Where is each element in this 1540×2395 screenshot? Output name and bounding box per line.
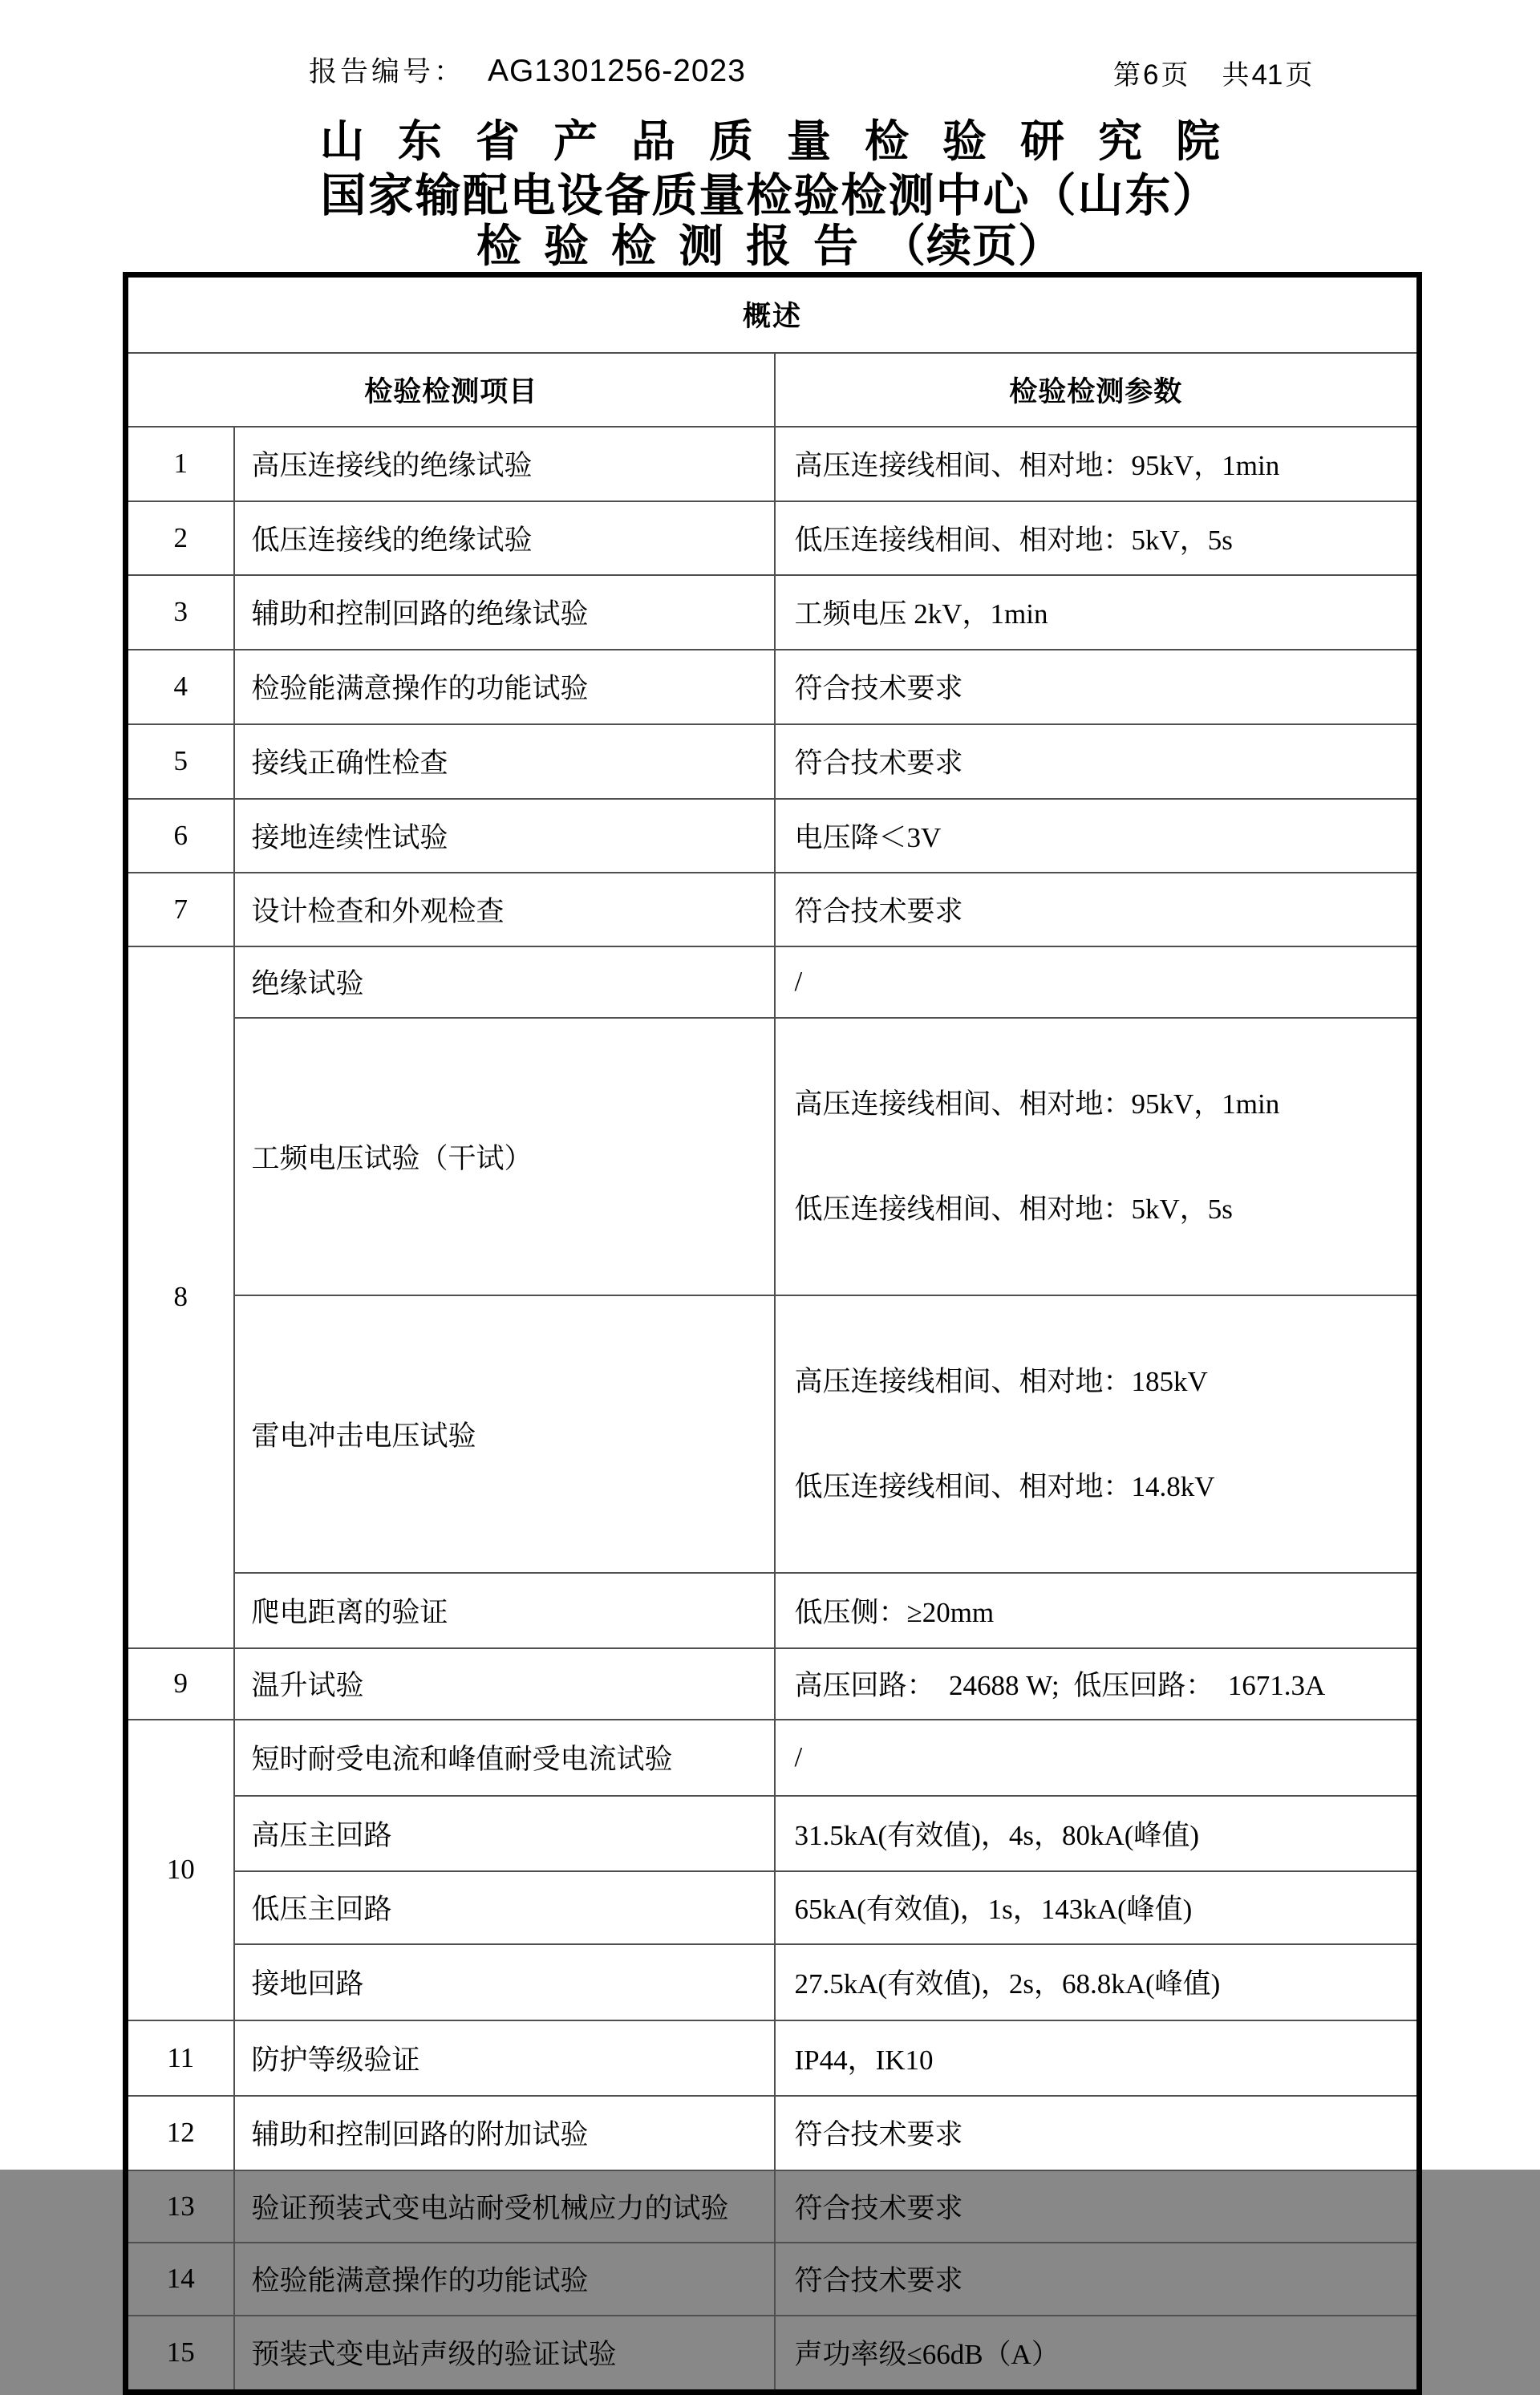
item-cell: 预装式变电站声级的验证试验 [234,2316,775,2393]
item-cell: 爬电距离的验证 [234,1573,775,1648]
param-cell: 符合技术要求 [775,724,1420,799]
table-row [126,1871,1420,1944]
table-row [126,501,1420,575]
param-cell: 符合技术要求 [775,2243,1420,2316]
table-caption: 概述 [126,275,1420,353]
table-row [126,799,1420,873]
item-cell: 检验能满意操作的功能试验 [234,650,775,724]
row-number: 9 [126,1648,234,1720]
table-row [126,1573,1420,1648]
param-cell: 27.5kA(有效值)，2s，68.8kA(峰值) [775,1944,1420,2020]
item-cell: 高压连接线的绝缘试验 [234,427,775,501]
param-line: 高压连接线相间、相对地：185kV [794,1365,1208,1397]
item-cell: 验证预装式变电站耐受机械应力的试验 [234,2170,775,2243]
row-number: 10 [126,1720,234,2020]
row-number: 11 [126,2020,234,2096]
table-row [126,946,1420,1018]
item-cell: 辅助和控制回路的附加试验 [234,2096,775,2170]
param-cell: 65kA(有效值)，1s，143kA(峰值) [775,1871,1420,1944]
page-unit-2: 页 [1285,61,1313,91]
item-cell: 防护等级验证 [234,2020,775,2096]
param-cell: 高压连接线相间、相对地：95kV，1min [775,427,1420,501]
param-cell: / [775,1720,1420,1796]
item-cell: 设计检查和外观检查 [234,873,775,946]
column-header-param: 检验检测参数 [775,353,1420,427]
report-number-value: AG1301256-2023 [488,54,746,88]
page-unit: 页 [1161,61,1189,91]
page-total: 41 [1251,59,1283,91]
param-line: 低压连接线相间、相对地：14.8kV [794,1470,1215,1502]
center-title: 国家输配电设备质量检验检测中心（山东） [320,171,1220,221]
institute-title: 山东省产品质量检验研究院 [319,117,1254,166]
item-cell: 温升试验 [234,1648,775,1720]
param-cell: 高压回路： 24688 W; 低压回路： 1671.3A [775,1648,1420,1720]
page-indicator [1113,53,1312,92]
page-prefix: 第 [1113,61,1141,91]
row-number: 14 [126,2243,234,2316]
item-cell: 绝缘试验 [234,946,775,1018]
table-row [126,1648,1420,1720]
param-cell: 声功率级≤66dB（A） [775,2316,1420,2393]
report-title-suffix: （续页） [881,222,1064,272]
param-cell: 31.5kA(有效值)，4s，80kA(峰值) [775,1796,1420,1871]
row-number: 2 [126,501,234,575]
row-number: 1 [126,427,234,501]
item-cell: 短时耐受电流和峰值耐受电流试验 [234,1720,775,1796]
param-cell: 低压侧：≥20mm [775,1573,1420,1648]
param-line: 高压连接线相间、相对地：95kV，1min [794,1088,1280,1120]
param-cell [775,1295,1420,1573]
table-row [126,873,1420,946]
item-cell: 辅助和控制回路的绝缘试验 [234,575,775,650]
item-cell: 工频电压试验（干试） [234,1018,775,1295]
report-title [0,211,1540,275]
param-cell: / [775,946,1420,1018]
row-number: 3 [126,575,234,650]
param-line: 低压连接线相间、相对地：5kV，5s [794,1193,1233,1225]
table-row [126,1944,1420,2020]
row-number: 12 [126,2096,234,2170]
row-number: 4 [126,650,234,724]
table-row [126,575,1420,650]
param-cell: 低压连接线相间、相对地：5kV，5s [775,501,1420,575]
table-row [126,427,1420,501]
item-cell: 低压连接线的绝缘试验 [234,501,775,575]
report-number-label: 报告编号： [309,56,466,87]
param-cell: 符合技术要求 [775,2170,1420,2243]
report-number-line [309,50,746,90]
row-number: 7 [126,873,234,946]
table-row [126,1796,1420,1871]
page-current: 6 [1143,59,1159,91]
item-cell: 雷电冲击电压试验 [234,1295,775,1573]
item-cell: 高压主回路 [234,1796,775,1871]
table-row [126,650,1420,724]
table-row [126,1295,1420,1573]
item-cell: 接地连续性试验 [234,799,775,873]
param-cell: 电压降＜3V [775,799,1420,873]
table-caption-row [126,275,1420,353]
param-cell [775,1018,1420,1295]
column-header-item: 检验检测项目 [126,353,775,427]
table-row [126,2020,1420,2096]
param-cell: 符合技术要求 [775,873,1420,946]
table-row [126,1720,1420,1796]
overview-table [123,272,1422,2395]
table-row [126,2243,1420,2316]
table-row [126,2316,1420,2393]
item-cell: 检验能满意操作的功能试验 [234,2243,775,2316]
table-row [126,2170,1420,2243]
row-number: 15 [126,2316,234,2393]
row-number: 8 [126,946,234,1648]
row-number: 13 [126,2170,234,2243]
report-title-main: 检验检测报告 [476,222,881,272]
item-cell: 接线正确性检查 [234,724,775,799]
table-row [126,724,1420,799]
param-cell: 工频电压 2kV，1min [775,575,1420,650]
row-number: 6 [126,799,234,873]
page-total-prefix: 共 [1222,61,1250,91]
item-cell: 接地回路 [234,1944,775,2020]
item-cell: 低压主回路 [234,1871,775,1944]
param-cell: 符合技术要求 [775,2096,1420,2170]
table-row [126,1018,1420,1295]
table-header-row [126,353,1420,427]
param-cell: 符合技术要求 [775,650,1420,724]
row-number: 5 [126,724,234,799]
param-cell: IP44，IK10 [775,2020,1420,2096]
table-row [126,2096,1420,2170]
